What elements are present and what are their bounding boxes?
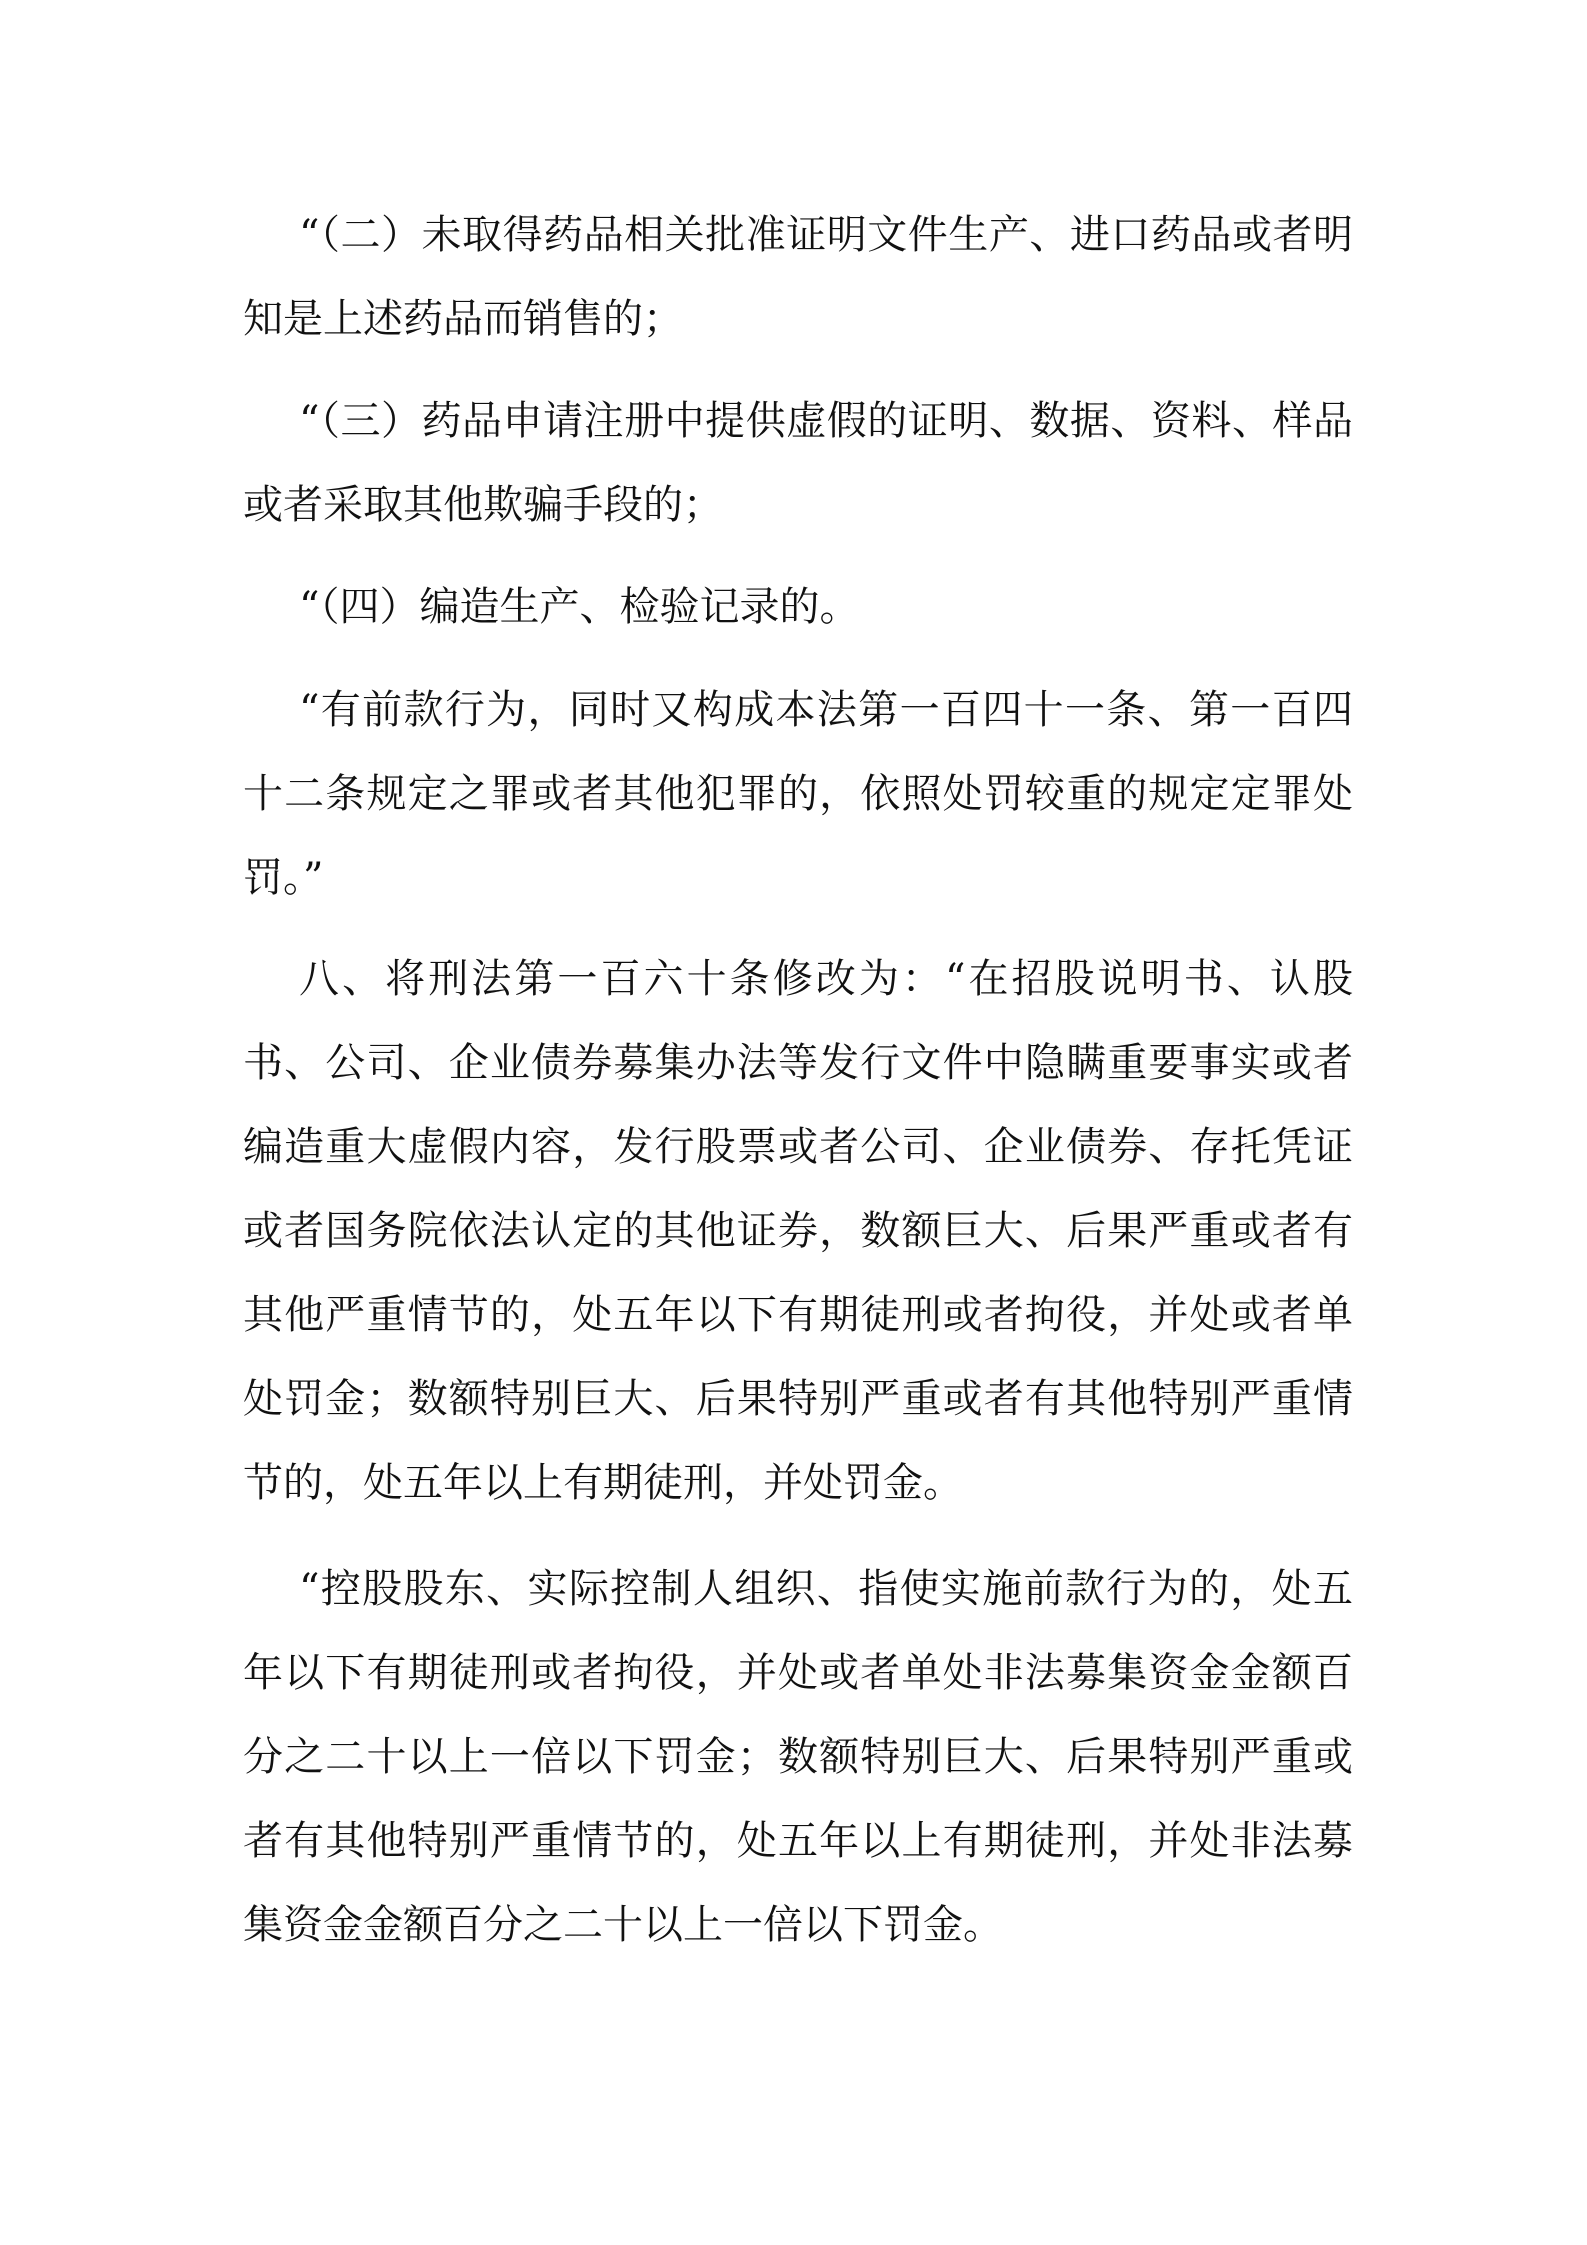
paragraph-item-2: “（二）未取得药品相关批准证明文件生产、进口药品或者明知是上述药品而销售的； bbox=[243, 212, 1353, 342]
paragraph-item-3: “（三）药品申请注册中提供虚假的证明、数据、资料、样品或者采取其他欺骗手段的； bbox=[243, 398, 1353, 528]
paragraph-controlling-shareholder: “控股股东、实际控制人组织、指使实施前款行为的，处五年以下有期徒刑或者拘役，并处或者单处非法募集资金金额百分之二十以上一倍以下罚金；数额特别巨大、后果特别严重或者有其他特别严重情节的，处五年以上有期徒刑，并处非法募集资金金额百分之二十以上一倍以下罚金。 bbox=[243, 1566, 1353, 1948]
paragraph-article-amendment-8: 八、将刑法第一百六十条修改为：“在招股说明书、认股书、公司、企业债券募集办法等发行文件中隐瞒重要事实或者编造重大虚假内容，发行股票或者公司、企业债券、存托凭证或者国务院依法认定的其他证券，数额巨大、后果严重或者有其他严重情节的，处五年以下有期徒刑或者拘役，并处或者单处罚金；数额特别巨大、后果特别严重或者有其他特别严重情节的，处五年以上有期徒刑，并处罚金。 bbox=[243, 956, 1353, 1506]
paragraph-concurrent-crime: “有前款行为，同时又构成本法第一百四十一条、第一百四十二条规定之罪或者其他犯罪的，依照处罚较重的规定定罪处罚。” bbox=[243, 687, 1353, 901]
paragraph-item-4: “（四）编造生产、检验记录的。 bbox=[299, 584, 860, 630]
